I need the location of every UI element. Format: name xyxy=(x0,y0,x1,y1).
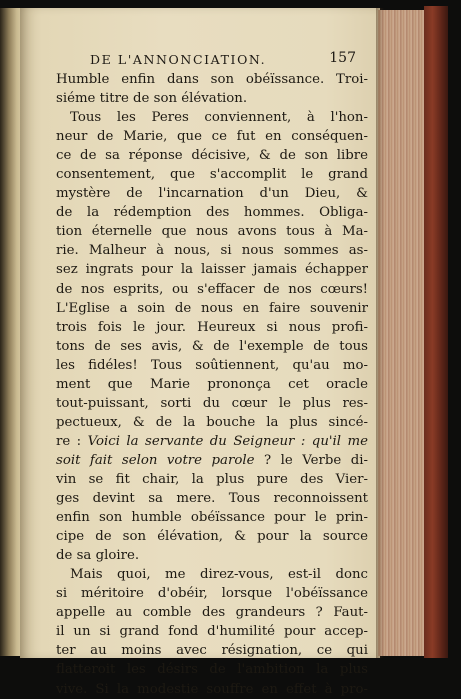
page-header xyxy=(58,52,358,72)
text-line: de la rédemption des hommes. Obliga- xyxy=(56,205,368,221)
page-edges xyxy=(378,10,424,656)
text-line: enfin son humble obéïssance pour le prin- xyxy=(56,510,368,526)
text-line: Tous les Peres conviennent, à l'hon- xyxy=(70,110,368,126)
text-line: tout-puissant, sorti du cœur le plus res- xyxy=(56,395,368,411)
text-line: rie. Malheur à nous, si nous sommes as- xyxy=(56,243,368,259)
text-line: trois fois le jour. Heureux si nous profi- xyxy=(56,319,368,335)
text-line: ges devint sa mere. Tous reconnoissent xyxy=(56,491,368,507)
text-line: neur de Marie, que ce fut en conséquen- xyxy=(56,129,368,145)
text-segment: re : xyxy=(56,433,88,449)
text-line xyxy=(56,451,368,470)
quoted-text: Voici la servante du Seigneur : qu'il me xyxy=(87,433,368,449)
text-line: si méritoire d'obéir, lorsque l'obéïssance xyxy=(56,586,368,602)
text-line: ment que Marie prononça cet oracle xyxy=(56,376,368,392)
text-line: Mais quoi, me direz-vous, est-il donc xyxy=(70,567,368,583)
running-head: DE L'ANNONCIATION. xyxy=(90,52,267,67)
text-line: de sa gloire. xyxy=(56,548,140,564)
text-segment: ? le Verbe di- xyxy=(254,452,368,468)
text-line: cipe de son élévation, & pour la source xyxy=(56,529,368,545)
text-line: mystère de l'incarnation d'un Dieu, & xyxy=(56,186,368,202)
text-line: sez ingrats pour la laisser jamais échapper xyxy=(56,262,368,278)
text-line: appelle au comble des grandeurs ? Faut- xyxy=(56,605,368,621)
text-line xyxy=(56,432,368,451)
text-line: siéme titre de son élévation. xyxy=(56,91,248,107)
text-line: vive. Si la modestie souffre en effet à pro- xyxy=(56,681,368,697)
text-line: Humble enfin dans son obéïssance. Troi- xyxy=(56,72,368,87)
text-line: les fidéles! Tous soûtiennent, qu'au mo- xyxy=(56,357,368,373)
book-cover-edge xyxy=(424,6,448,658)
body-text xyxy=(56,70,368,699)
quoted-text: soit fait selon votre parole xyxy=(56,452,255,468)
text-line: tons de ses avis, & de l'exemple de tous xyxy=(56,338,368,354)
text-line: ce de sa réponse décisive, & de son libre xyxy=(56,148,368,164)
text-line: vin se fit chair, la plus pure des Vier- xyxy=(56,471,368,487)
text-line: il un si grand fond d'humilité pour accep- xyxy=(56,624,368,640)
text-line: pectueux, & de la bouche la plus sincé- xyxy=(56,414,368,430)
page-number: 157 xyxy=(329,50,356,66)
left-page-gutter xyxy=(0,8,22,656)
text-line: tion éternelle que nous avons tous à Ma- xyxy=(56,224,368,240)
text-line: consentement, que s'accomplit le grand xyxy=(56,167,368,183)
text-line: L'Eglise a soin de nous en faire souvenir xyxy=(56,300,368,316)
text-line: flatteroit les désirs de l'ambition la plus xyxy=(56,662,368,678)
text-line: ter au moins avec résignation, ce qui xyxy=(56,643,368,659)
text-line: de nos esprits, ou s'effacer de nos cœurs! xyxy=(56,281,368,297)
page-edge-shadow xyxy=(376,8,384,658)
